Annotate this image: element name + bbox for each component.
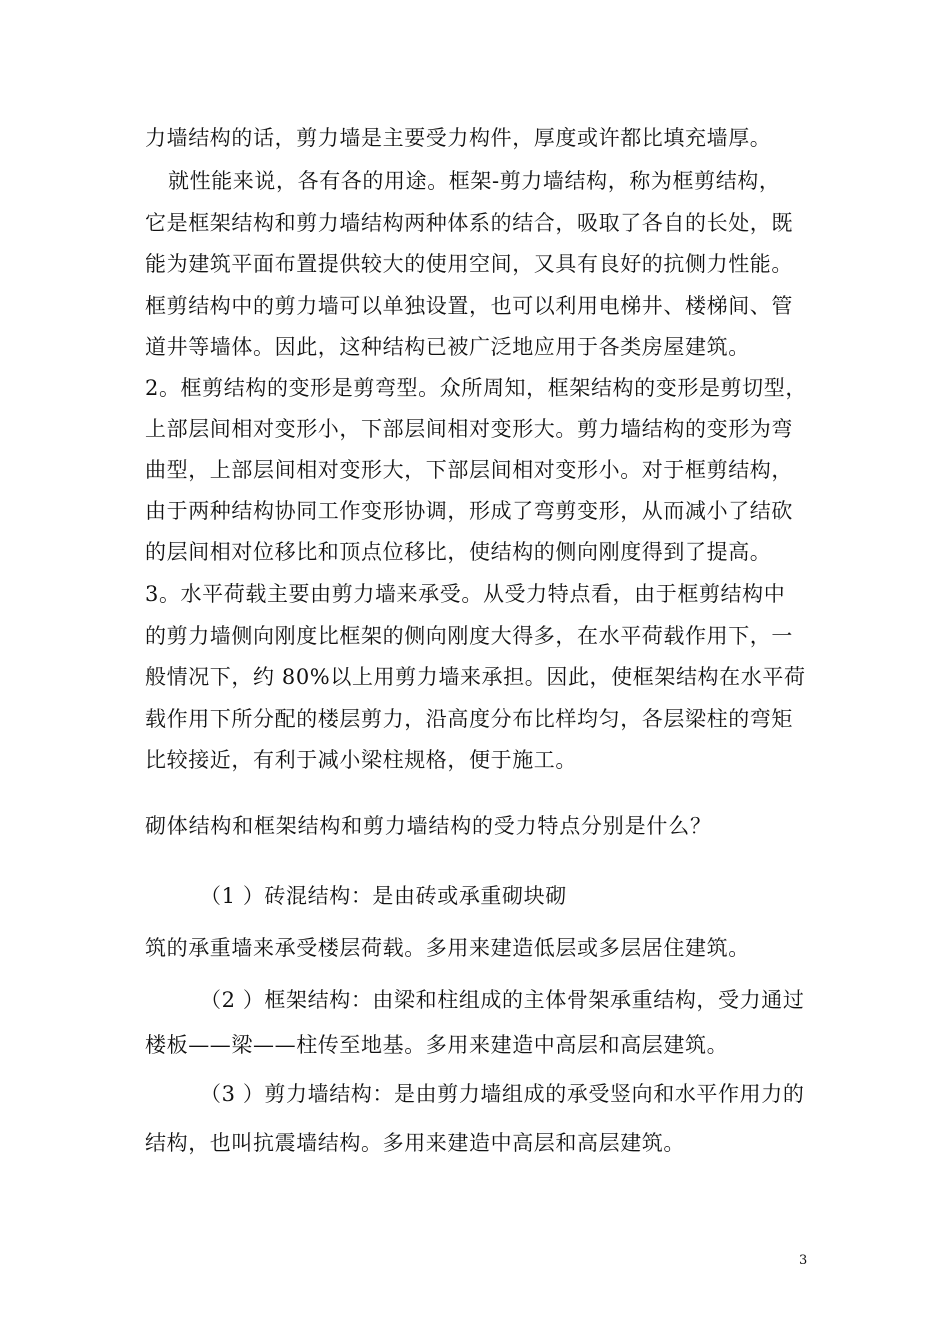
point2-line-4: 由于两种结构协同工作变形协调，形成了弯剪变形，从而减小了结砍	[145, 499, 793, 523]
page-number: 3	[799, 1253, 808, 1268]
point2-line-2: 上部层间相对变形小，下部层间相对变形大。剪力墙结构的变形为弯	[145, 417, 793, 441]
point3-line-3: 般情况下，约 80%以上用剪力墙来承担。因此，使框架结构在水平荷	[145, 665, 806, 689]
point3-line-4: 载作用下所分配的楼层剪力，沿高度分布比样均匀，各层梁柱的弯矩	[145, 707, 793, 731]
performance-line-3: 能为建筑平面布置提供较大的使用空间，又具有良好的抗侧力性能。	[145, 252, 793, 276]
point3-line-2: 的剪力墙侧向刚度比框架的侧向刚度大得多，在水平荷载作用下，一	[145, 624, 793, 648]
intro-line: 力墙结构的话，剪力墙是主要受力构件，厚度或许都比填充墙厚。	[145, 126, 772, 150]
point2-line-1: 2。框剪结构的变形是剪弯型。众所周知，框架结构的变形是剪切型，	[145, 376, 807, 400]
point2-line-5: 的层间相对位移比和顶点位移比，使结构的侧向刚度得到了提高。	[145, 540, 772, 564]
answer2-line-2: 楼板——梁——柱传至地基。多用来建造中高层和高层建筑。	[145, 1033, 729, 1057]
point2-line-3: 曲型，上部层间相对变形大，下部层间相对变形小。对于框剪结构，	[145, 458, 793, 482]
answer2-line-1: （2 ）框架结构：由梁和柱组成的主体骨架承重结构，受力通过	[200, 988, 805, 1012]
question-heading: 砌体结构和框架结构和剪力墙结构的受力特点分别是什么？	[145, 814, 712, 838]
answer3-line-1: （3 ）剪力墙结构：是由剪力墙组成的承受竖向和水平作用力的	[200, 1082, 805, 1106]
performance-line-5: 道井等墙体。因此，这种结构已被广泛地应用于各类房屋建筑。	[145, 335, 750, 359]
answer1-line-1: （1 ）砖混结构：是由砖或承重砌块砌	[200, 884, 567, 908]
point3-line-5: 比较接近，有利于减小梁柱规格，便于施工。	[145, 748, 577, 772]
answer3-line-2: 结构，也叫抗震墙结构。多用来建造中高层和高层建筑。	[145, 1131, 685, 1155]
performance-line-4: 框剪结构中的剪力墙可以单独设置，也可以利用电梯井、楼梯间、管	[145, 294, 793, 318]
answer1-line-2: 筑的承重墙来承受楼层荷载。多用来建造低层或多层居住建筑。	[145, 936, 750, 960]
performance-line-1: 就性能来说，各有各的用途。框架-剪力墙结构，称为框剪结构，	[168, 169, 781, 193]
performance-line-2: 它是框架结构和剪力墙结构两种体系的结合，吸取了各自的长处，既	[145, 211, 793, 235]
point3-line-1: 3。水平荷载主要由剪力墙来承受。从受力特点看，由于框剪结构中	[145, 582, 786, 606]
